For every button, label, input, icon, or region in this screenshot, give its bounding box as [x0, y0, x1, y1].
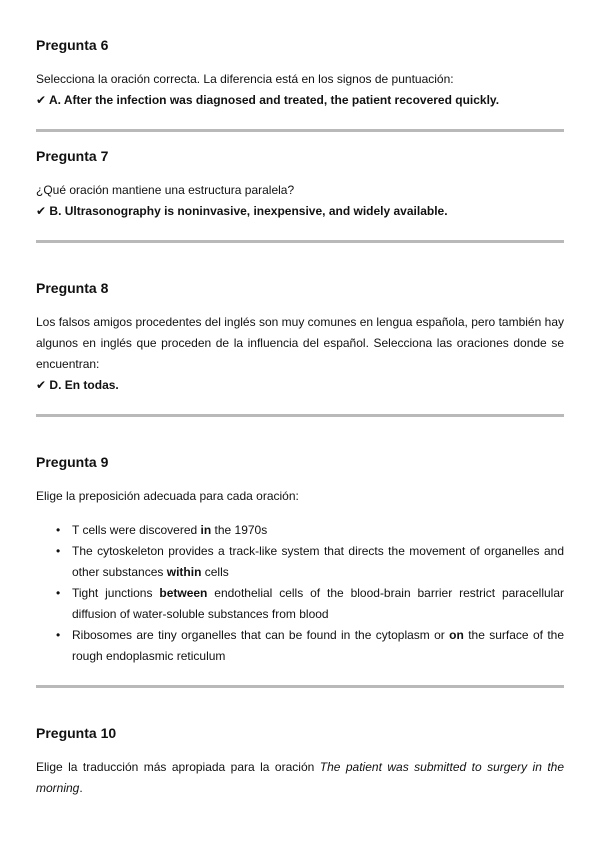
question-8-title: Pregunta 8: [36, 280, 109, 296]
question-6: [36, 36, 564, 111]
question-8-answer: [36, 375, 564, 396]
question-10-text: Elige la traducción más apropiada para la oración The patient was submitted to surgery in the morning.: [36, 760, 565, 795]
question-9-title: Pregunta 9: [36, 454, 109, 470]
divider: [36, 240, 564, 243]
question-8-answer-text: D. En todas.: [49, 378, 119, 392]
question-9: [36, 453, 564, 667]
check-icon: ✔: [36, 93, 47, 107]
question-7: [36, 147, 564, 222]
question-7-answer: [36, 201, 564, 222]
question-9-list: [36, 520, 564, 667]
list-item: • T cells were discovered in the 1970s: [72, 520, 564, 541]
question-8: [36, 279, 564, 396]
question-6-answer-text: A. After the infection was diagnosed and treated, the patient recovered quickly.: [48, 93, 500, 107]
list-item: • Tight junctions between endothelial cells of the blood-brain barrier restrict paracellular diffusion of water-soluble substances from blood: [72, 583, 564, 625]
question-6-text: Selecciona la oración correcta. La diferencia está en los signos de puntuación:: [36, 72, 454, 86]
question-7-title: Pregunta 7: [36, 148, 109, 164]
question-9-text: Elige la preposición adecuada para cada oración:: [36, 489, 299, 503]
question-10: [36, 724, 564, 799]
list-item: • Ribosomes are tiny organelles that can be found in the cytoplasm or on the surface of the rough endoplasmic reticulum: [72, 625, 564, 667]
divider: [36, 685, 564, 688]
question-6-title: Pregunta 6: [36, 37, 109, 53]
divider: [36, 414, 564, 417]
question-6-answer: [36, 90, 564, 111]
question-8-text: Los falsos amigos procedentes del inglés son muy comunes en lengua española, pero también hay algunos en inglés que proceden de la influencia del español. Selecciona las oraciones donde se encuentran:: [36, 315, 564, 371]
question-10-title: Pregunta 10: [36, 725, 117, 741]
check-icon: ✔: [36, 378, 47, 392]
divider: [36, 129, 564, 132]
list-item: • The cytoskeleton provides a track-like system that directs the movement of organelles and other substances within cells: [72, 541, 564, 583]
check-icon: ✔: [36, 204, 47, 218]
question-7-answer-text: B. Ultrasonography is noninvasive, inexpensive, and widely available.: [49, 204, 448, 218]
question-7-text: ¿Qué oración mantiene una estructura paralela?: [36, 183, 295, 197]
